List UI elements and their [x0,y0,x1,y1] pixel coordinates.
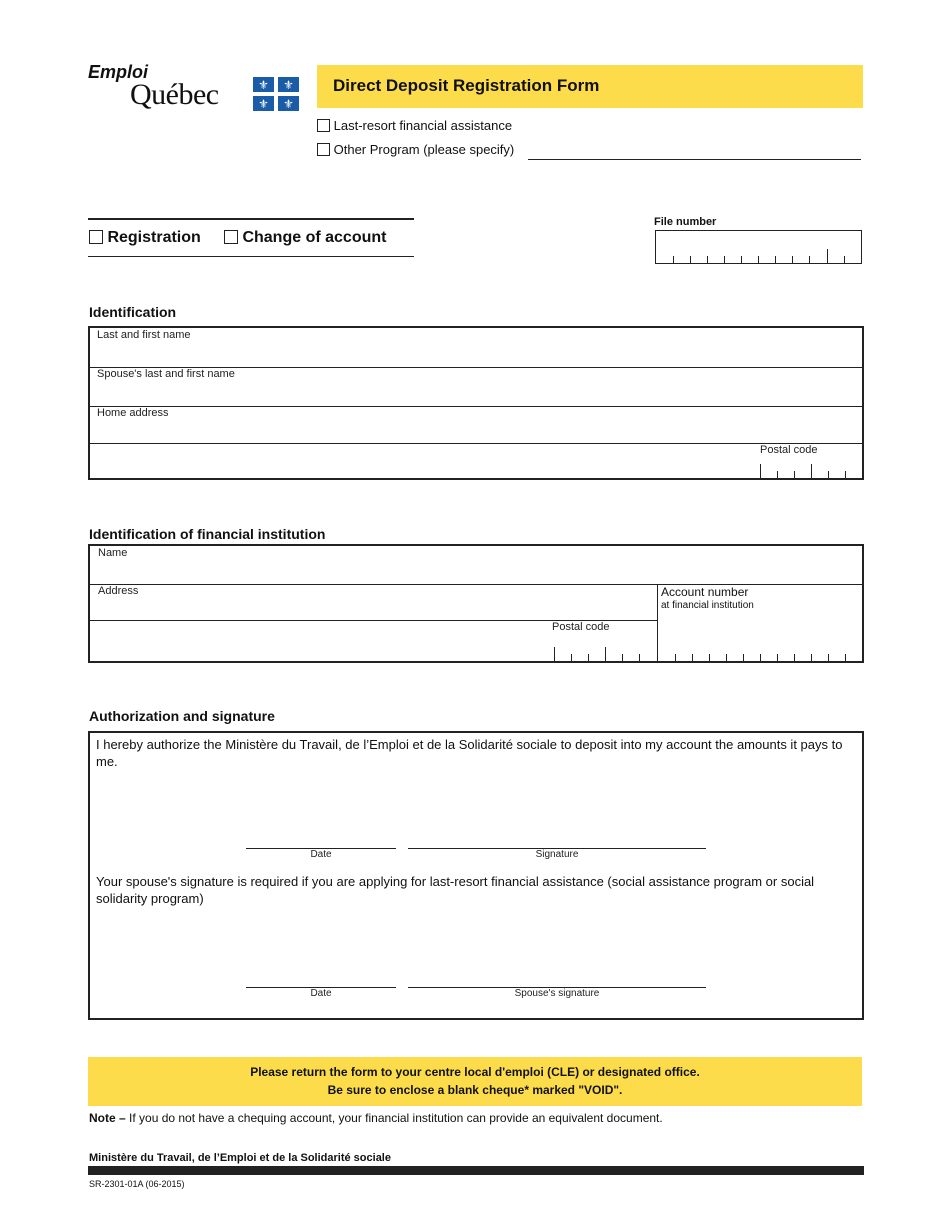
other-program-specify-line[interactable] [528,159,861,160]
home-address-label: Home address [97,407,169,419]
svg-text:⚜: ⚜ [258,78,269,92]
change-account-option[interactable] [224,229,386,247]
svg-text:⚜: ⚜ [283,97,294,111]
postal-code-label: Postal code [760,444,818,456]
other-program-checkbox[interactable] [317,143,330,156]
spouse-name-field[interactable] [90,367,862,407]
return-notice [88,1057,862,1106]
account-number-label: Account number [661,585,749,599]
footer-ministry: Ministère du Travail, de l’Emploi et de la Solidarité sociale [89,1152,391,1164]
form-title-bar [317,65,863,108]
registration-checkbox[interactable] [89,230,103,244]
spouse-name-label: Spouse's last and first name [97,368,235,380]
institution-address-field[interactable] [90,584,658,621]
institution-postal-code-label: Postal code [552,621,610,633]
form-title: Direct Deposit Registration Form [333,76,600,95]
authorization-heading: Authorization and signature [89,708,275,724]
date-label: Date [310,849,332,860]
home-address-field[interactable] [90,406,862,444]
logo-quebec: Québec [130,78,219,111]
institution-name-field[interactable] [90,546,862,585]
institution-postal-code-field[interactable] [554,639,657,661]
last-first-name-field[interactable] [90,328,862,368]
registration-label: Registration [107,229,201,246]
spouse-signature-label: Spouse's signature [514,988,600,999]
institution-name-label: Name [98,547,128,559]
spouse-date-label: Date [310,988,332,999]
change-account-label: Change of account [242,229,387,246]
logo [86,60,306,120]
svg-text:⚜: ⚜ [258,97,269,111]
authorization-text: I hereby authorize the Ministère du Travail, de l’Emploi et de la Solidarité sociale to deposit into my account the amounts it pays to me. [96,737,843,769]
account-number-sublabel: at financial institution [661,600,754,611]
other-program-label: Other Program (please specify) [333,142,515,157]
form-code: SR-2301-01A (06-2015) [89,1179,185,1189]
footer-rule [88,1166,864,1175]
postal-code-field[interactable] [760,456,862,478]
return-notice-line1: Please return the form to your centre local d'emploi (CLE) or designated office. [250,1065,700,1079]
account-number-field[interactable] [658,584,862,661]
identification-box [88,326,864,480]
note-text: If you do not have a chequing account, your financial institution can provide an equivalent document. [125,1111,663,1125]
option-last-resort[interactable] [317,118,512,133]
return-notice-line2: Be sure to enclose a blank cheque* marked "VOID". [327,1083,623,1097]
institution-box [88,544,864,663]
last-resort-checkbox[interactable] [317,119,330,132]
last-first-name-label: Last and first name [97,329,191,341]
spouse-authorization-text: Your spouse's signature is required if you are applying for last-resort financial assistance (social assistance program or social solidarity program) [96,874,815,906]
signature-label: Signature [535,849,579,860]
institution-heading: Identification of financial institution [89,526,326,542]
last-resort-label: Last-resort financial assistance [333,118,513,133]
file-number-label: File number [654,216,717,228]
logo-emploi: Emploi [88,62,149,82]
option-other-program[interactable] [317,142,514,157]
svg-text:⚜: ⚜ [283,78,294,92]
change-account-checkbox[interactable] [224,230,238,244]
registration-option[interactable] [89,229,201,247]
note-prefix: Note – [89,1111,126,1125]
quebec-flag-icon [253,77,299,111]
file-number-field[interactable] [655,230,862,264]
identification-heading: Identification [89,304,177,320]
note [89,1111,663,1125]
institution-address-label: Address [98,585,139,597]
request-type-box [88,218,414,257]
authorization-box [88,731,864,1020]
